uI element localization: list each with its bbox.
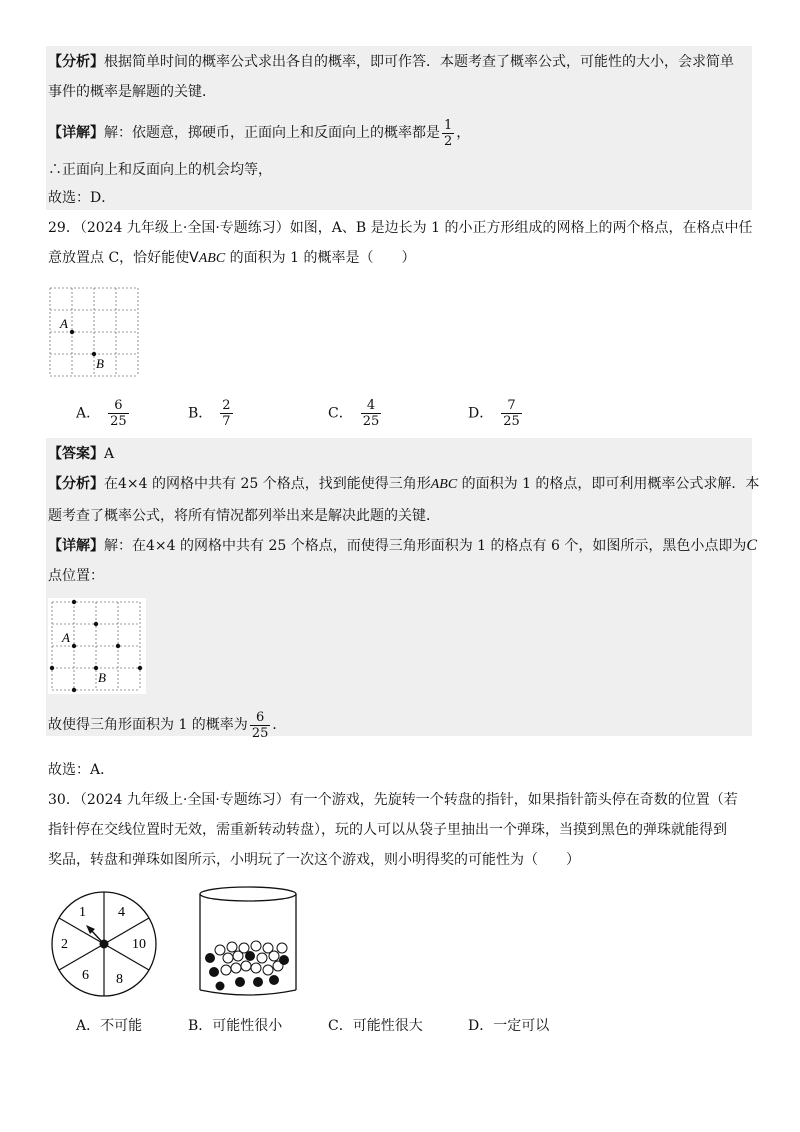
question-30-line-1: 30．（2024 九年级上·全国·专题练习）有一个游戏，先旋转一个转盘的指针，如果指针箭头停在奇数的位置（若 (48, 792, 738, 808)
label-b: B (96, 356, 104, 371)
therefore-line: ∴正面向上和反面向上的机会均等， (48, 162, 272, 178)
option-d[interactable]: D． $\frac{7}{25}$ (468, 398, 520, 429)
marble-jar-figure (196, 884, 300, 1000)
analysis-29-line-2: 题考查了概率公式，将所有情况都列举出来是解决此题的关键． (48, 508, 440, 524)
pointer-hub (100, 940, 109, 949)
q30-option-d[interactable]: D．一定可以 (468, 1018, 550, 1034)
label-a: A (62, 630, 70, 645)
analysis-tag: 【分析】 (48, 54, 104, 70)
spinner-number: 2 (61, 937, 68, 952)
option-a[interactable]: A． $\frac{6}{25}$ (76, 398, 127, 429)
question-29-line-1: 29．（2024 九年级上·全国·专题练习）如图，A、B 是边长为 1 的小正方形组成的网格上的两个格点，在格点中任 (48, 220, 753, 236)
c-point (72, 600, 76, 604)
spinner-figure (48, 888, 160, 1000)
q30-option-c[interactable]: C．可能性很大 (328, 1018, 423, 1034)
detail-29-line-2: 点位置： (48, 568, 104, 584)
answer-line: 【答案】A (48, 446, 115, 462)
detail-29-line-1: 【详解】解：在4×4 的网格中共有 25 个格点，而使得三角形面积为 1 的格点有 6 个，如图所示，黑色小点即为C (48, 537, 757, 554)
result-line: 故使得三角形面积为 1 的概率为 $\frac{6}{25}$ ． (48, 709, 287, 741)
question-30-line-3: 奖品，转盘和弹珠如图所示，小明玩了一次这个游戏，则小明得奖的可能性为（ ） (48, 852, 580, 868)
spinner-number: 10 (132, 937, 146, 952)
fraction-one-half: $\frac{1}{2}$ (444, 117, 453, 149)
grid-figure (48, 286, 142, 380)
question-30-line-2: 指针停在交线位置时无效，需重新转动转盘），玩的人可以从袋子里抽出一个弹珠，当摸到黑色的弹珠就能得到 (48, 822, 727, 838)
detail-tag: 【详解】 (48, 125, 104, 141)
q30-option-a[interactable]: A．不可能 (76, 1018, 143, 1034)
spinner-number: 6 (82, 968, 89, 983)
label-b: B (98, 670, 106, 685)
question-29-line-2: 意放置点 C，恰好能使VABC 的面积为 1 的概率是（ ） (48, 250, 416, 266)
label-a: A (60, 316, 68, 331)
detail-line: 【详解】解：依题意，掷硬币，正面向上和反面向上的概率都是 $\frac{1}{2}$ ， (48, 117, 471, 149)
spinner-number: 1 (79, 905, 86, 920)
spinner-number: 4 (118, 905, 125, 920)
choose-29-line: 故选：A． (48, 762, 115, 778)
option-b[interactable]: B． $\frac{2}{7}$ (188, 398, 231, 429)
c-point (50, 666, 54, 670)
option-c[interactable]: C． $\frac{4}{25}$ (328, 398, 380, 429)
c-point (116, 644, 120, 648)
detail-text: 解：依题意，掷硬币，正面向上和反面向上的概率都是 (104, 125, 440, 141)
point-a (70, 330, 74, 334)
q30-option-b[interactable]: B．可能性很小 (188, 1018, 283, 1034)
analysis-29-line-1: 【分析】在4×4 的网格中共有 25 个格点，找到能使得三角形ABC 的面积为 1 的格点，即可利用概率公式求解．本 (48, 476, 760, 492)
choose-line: 故选：D． (48, 190, 116, 206)
analysis-line-2: 事件的概率是解题的关键． (48, 84, 216, 100)
solution-grid-figure (48, 598, 146, 694)
c-point (94, 622, 98, 626)
c-point (138, 666, 142, 670)
analysis-line (48, 52, 734, 72)
spinner-number: 8 (116, 972, 123, 987)
analysis-text: 根据简单时间的概率公式求出各自的概率，即可作答．本题考查了概率公式，可能性的大小，会求简单 (104, 54, 734, 70)
c-point (72, 688, 76, 692)
